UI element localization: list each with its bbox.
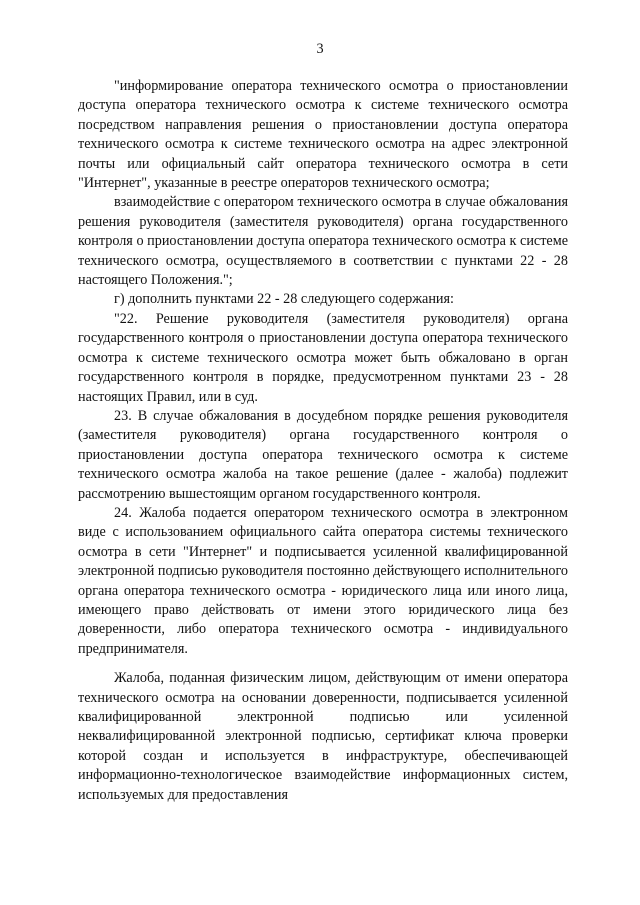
paragraph-interaction-appeal: взаимодействие с оператором технического осмотра в случае обжалования решения руководителя (заместителя руководителя) органа государственного контроля о приостановлении доступа оператора технического осмотра к системе технического осмотра, осуществляемого в соответствии с пунктами 22 - 28 настоящего Положения."; (78, 194, 568, 289)
paragraph-informing-operator: "информирование оператора технического осмотра о приостановлении доступа оператора технического осмотра к системе технического осмотра посредством направления решения о приостановлении доступа оператора технического осмотра к системе технического осмотра на адрес электронной почты или официальный сайт оператора технического осмотра в сети "Интернет", указанные в реестре операторов технического осмотра; (78, 78, 568, 192)
paragraph-complaint-by-proxy: Жалоба, поданная физическим лицом, действующим от имени оператора технического осмотра на основании доверенности, подписывается усиленной квалифицированной электронной подписью или усиленной неквалифицированной электронной подписью, сертификат ключа проверки которой создан и используется в инфраструктуре, обеспечивающей информационно-технологическое взаимодействие информационных систем, используемых для предоставления (78, 670, 568, 803)
paragraph-amendment-g: г) дополнить пунктами 22 - 28 следующего содержания: (114, 291, 454, 308)
document-body (78, 77, 568, 805)
paragraph-item-23: 23. В случае обжалования в досудебном порядке решения руководителя (заместителя руководителя) органа государственного контроля о приостановлении доступа оператора технического осмотра к системе технического осмотра жалоба на такое решение (далее - жалоба) подлежит рассмотрению вышестоящим органом государственного контроля. (78, 407, 568, 502)
paragraph-item-24: 24. Жалоба подается оператором технического осмотра в электронном виде с использованием официального сайта оператора системы технического осмотра в сети "Интернет" и подписывается усиленной квалифицированной электронной подписью руководителя постоянно действующего исполнительного органа оператора технического осмотра - юридического лица или иного лица, имеющего право действовать от имени этого юридического лица без доверенности, либо оператора технического осмотра - индивидуального предпринимателя. (78, 504, 568, 657)
page-number: 3 (316, 41, 324, 57)
paragraph-item-22: "22. Решение руководителя (заместителя руководителя) органа государственного контроля о приостановлении доступа оператора технического осмотра к системе технического осмотра может быть обжаловано в орган государственного контроля в порядке, предусмотренном пунктами 23 - 28 настоящих Правил, или в суд. (78, 310, 568, 405)
